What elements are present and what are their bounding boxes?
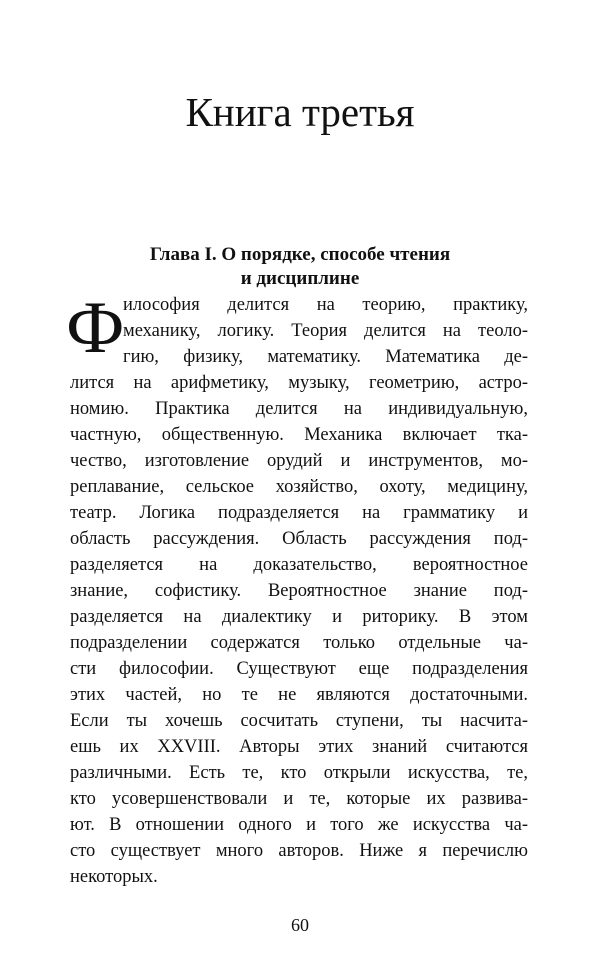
paragraph-line: разделяется на диалектику и риторику. В этом <box>70 607 528 627</box>
paragraph-line: сто существует много авторов. Ниже я перечислю <box>70 841 528 861</box>
book-title: Книга третья <box>185 89 415 135</box>
paragraph-line: различными. Есть те, кто открыли искусства, те, <box>70 763 528 783</box>
paragraph-line: лится на арифметику, музыку, геометрию, астро- <box>70 373 528 393</box>
paragraph-line: ешь их XXVIII. Авторы этих знаний считаются <box>70 737 528 757</box>
paragraph-line: номию. Практика делится на индивидуальную, <box>70 399 528 419</box>
paragraph-line: сти философии. Существуют еще подразделения <box>70 659 528 679</box>
paragraph-line: реплавание, сельское хозяйство, охоту, медицину, <box>70 477 528 497</box>
page-number: 60 <box>291 915 309 935</box>
paragraph-line: подразделении содержатся только отдельные ча- <box>70 633 528 653</box>
paragraph-line: механику, логику. Теория делится на теоло- <box>123 321 528 341</box>
paragraph-line: некоторых. <box>70 867 158 887</box>
drop-cap: Ф <box>66 287 125 369</box>
paragraph-line: Если ты хочешь сосчитать ступени, ты насчита- <box>70 711 528 731</box>
paragraph-line: чество, изготовление орудий и инструментов, мо- <box>70 451 528 471</box>
paragraph-line: ют. В отношении одного и того же искусства ча- <box>70 815 528 835</box>
paragraph-line: частную, общественную. Механика включает тка- <box>70 425 528 445</box>
paragraph-line: театр. Логика подразделяется на грамматику и <box>70 503 528 523</box>
paragraph-line: кто усовершенствовали и те, которые их развива- <box>70 789 528 809</box>
chapter-title-line-1: Глава I. О порядке, способе чтения <box>149 244 451 265</box>
chapter-title-line-2: и дисциплине <box>240 268 360 289</box>
paragraph-line: илософия делится на теорию, практику, <box>123 295 528 315</box>
paragraph-line: этих частей, но те не являются достаточными. <box>70 685 528 705</box>
paragraph-line: область рассуждения. Область рассуждения под- <box>70 529 528 549</box>
paragraph-line: знание, софистику. Вероятностное знание под- <box>70 581 528 601</box>
paragraph-line: гию, физику, математику. Математика де- <box>123 347 528 367</box>
chapter-heading <box>90 243 510 291</box>
paragraph-line: разделяется на доказательство, вероятностное <box>70 555 528 575</box>
